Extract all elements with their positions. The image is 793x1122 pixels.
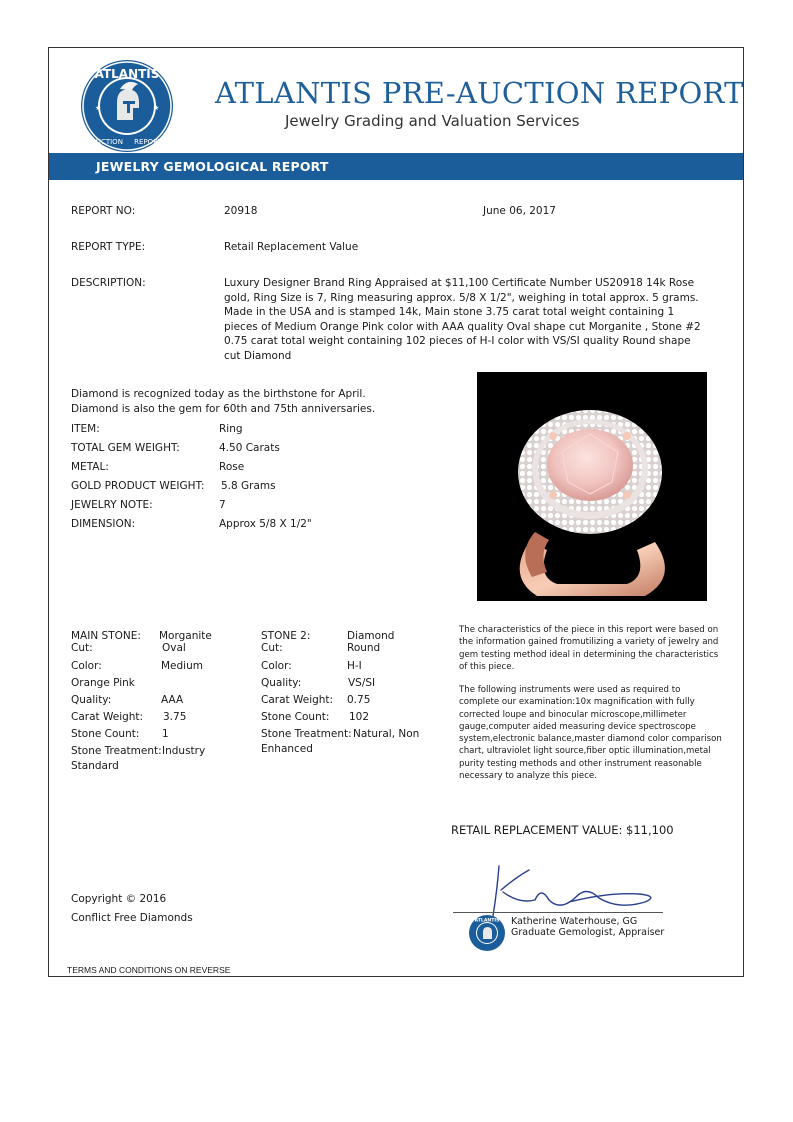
stone2-color-label: Color:	[261, 660, 292, 672]
birthstone-line-2: Diamond is also the gem for 60th and 75th anniversaries.	[71, 403, 376, 415]
spec-label-dimension: DIMENSION:	[71, 518, 136, 530]
signer-block	[511, 916, 664, 938]
signer-title: Graduate Gemologist, Appraiser	[511, 927, 665, 938]
instruments-note	[459, 684, 722, 782]
main-stone-carat-label: Carat Weight:	[71, 711, 144, 723]
stone2-cut-label: Cut:	[261, 642, 283, 654]
svg-text:★: ★	[153, 104, 160, 112]
seal-text: ATLANTIS	[474, 918, 500, 924]
stone2-color: H-I	[347, 660, 362, 672]
retail-value: RETAIL REPLACEMENT VALUE: $11,100	[451, 823, 674, 837]
page-title: ATLANTIS PRE-AUCTION REPORT	[215, 76, 744, 110]
spec-value-item: Ring	[219, 423, 243, 435]
note-p1-line: gem testing method ideal in determining the characteristics	[459, 649, 719, 660]
note-p2-line: chart, ultraviolet light source,fiber optic illumination,metal	[459, 746, 711, 757]
logo-bottom-right: REPORT	[134, 138, 162, 146]
main-stone-cut: Oval	[162, 642, 186, 654]
terms-note: TERMS AND CONDITIONS ON REVERSE	[67, 965, 231, 975]
spec-value-dimension: Approx 5/8 X 1/2"	[219, 518, 312, 530]
spec-value-gem-weight: 4.50 Carats	[219, 442, 280, 454]
stone2-label: STONE 2:	[261, 630, 311, 642]
stone2-carat: 0.75	[347, 694, 371, 706]
spec-label-gold-weight: GOLD PRODUCT WEIGHT:	[71, 480, 205, 492]
stone2-treatment-label: Stone Treatment:	[261, 728, 352, 740]
note-p1-line: of this piece.	[459, 661, 515, 672]
main-stone-color-cont: Orange Pink	[71, 677, 135, 689]
spec-label-gem-weight: TOTAL GEM WEIGHT:	[71, 442, 180, 454]
atlantis-seal-icon	[468, 914, 506, 952]
main-stone-color-label: Color:	[71, 660, 102, 672]
note-p2-line: purity testing methods and other instrument reasonable	[459, 758, 702, 769]
spec-label-metal: METAL:	[71, 461, 109, 473]
svg-text:★: ★	[95, 104, 102, 112]
note-p2-line: gauge,computer aided measuring device spectroscope	[459, 721, 696, 732]
page-subtitle: Jewelry Grading and Valuation Services	[285, 112, 580, 130]
banner-title: JEWELRY GEMOLOGICAL REPORT	[96, 159, 329, 174]
main-stone-cut-label: Cut:	[71, 642, 93, 654]
birthstone-line-1: Diamond is recognized today as the birthstone for April.	[71, 388, 366, 400]
stone2-name: Diamond	[347, 630, 395, 642]
main-stone-carat: 3.75	[163, 711, 187, 723]
spec-value-jewelry-note: 7	[219, 499, 226, 511]
characteristics-note	[459, 624, 718, 673]
stone2-carat-label: Carat Weight:	[261, 694, 334, 706]
spec-label-item: ITEM:	[71, 423, 100, 435]
main-stone-quality: AAA	[161, 694, 184, 706]
logo-bottom-left: AUCTION	[91, 138, 123, 146]
report-date: June 06, 2017	[483, 205, 556, 217]
signature-line	[453, 912, 663, 913]
conflict-free-text: Conflict Free Diamonds	[71, 912, 193, 924]
note-p2-line: complete our examination:10x magnification with fully	[459, 697, 695, 708]
main-stone-treatment-label: Stone Treatment:	[71, 745, 162, 757]
main-stone-treatment-cont: Standard	[71, 760, 119, 772]
main-stone-label: MAIN STONE:	[71, 630, 141, 642]
stone2-cut: Round	[347, 642, 381, 654]
note-p2-line: system,electronic balance,master diamond color comparison	[459, 734, 722, 745]
ring-photo	[477, 372, 707, 601]
report-sheet	[48, 47, 744, 977]
note-p1-line: The characteristics of the piece in this report were based on	[459, 625, 719, 635]
report-type-value: Retail Replacement Value	[224, 241, 359, 253]
report-no-label: REPORT NO:	[71, 205, 136, 217]
stone2-quality: VS/SI	[348, 677, 376, 689]
report-no-value: 20918	[224, 205, 258, 217]
stone2-count: 102	[349, 711, 370, 723]
signer-name: Katherine Waterhouse, GG	[511, 916, 638, 927]
spec-label-jewelry-note: JEWELRY NOTE:	[71, 499, 153, 511]
copyright-text: Copyright © 2016	[71, 893, 167, 905]
atlantis-logo	[79, 58, 175, 154]
main-stone-quality-label: Quality:	[71, 694, 112, 706]
note-p2-line: The following instruments were used as required to	[459, 685, 681, 695]
report-type-label: REPORT TYPE:	[71, 241, 146, 253]
spec-value-metal: Rose	[219, 461, 245, 473]
note-p1-line: the information gained fromutilizing a variety of jewelry and	[459, 637, 719, 648]
main-stone-count-label: Stone Count:	[71, 728, 140, 740]
description-text: Luxury Designer Brand Ring Appraised at $11,100 Certificate Number US20918 14k Rose gold, Ring Size is 7, Ring measuring approx. 5/8 X 1/2", weighing in total approx. 5 grams. Made in the USA and is stamped 14k, Main stone 3.75 carat total weight containing 1 pieces of Medium Orange Pink color with AAA quality Oval shape cut Morganite , Stone #2 0.75 carat total weight containing 102 pieces of H-I color with VS/SI quality Round shape cut Diamond	[224, 277, 701, 362]
stone2-quality-label: Quality:	[261, 677, 302, 689]
spec-value-gold-weight: 5.8 Grams	[221, 480, 276, 492]
stone2-count-label: Stone Count:	[261, 711, 330, 723]
main-stone-treatment: Industry	[162, 745, 206, 757]
main-stone-color: Medium	[161, 660, 203, 672]
main-stone-name: Morganite	[159, 630, 212, 642]
note-p2-line: necessary to analyze this piece.	[459, 771, 597, 782]
logo-top-text: ATLANTIS	[94, 67, 160, 81]
note-p2-line: corrected loupe and binocular microscope,millimeter	[459, 709, 687, 720]
stone2-treatment-cont: Enhanced	[261, 743, 313, 755]
description-label: DESCRIPTION:	[71, 277, 146, 289]
stone2-treatment: Natural, Non	[353, 728, 420, 740]
main-stone-count: 1	[162, 728, 169, 740]
